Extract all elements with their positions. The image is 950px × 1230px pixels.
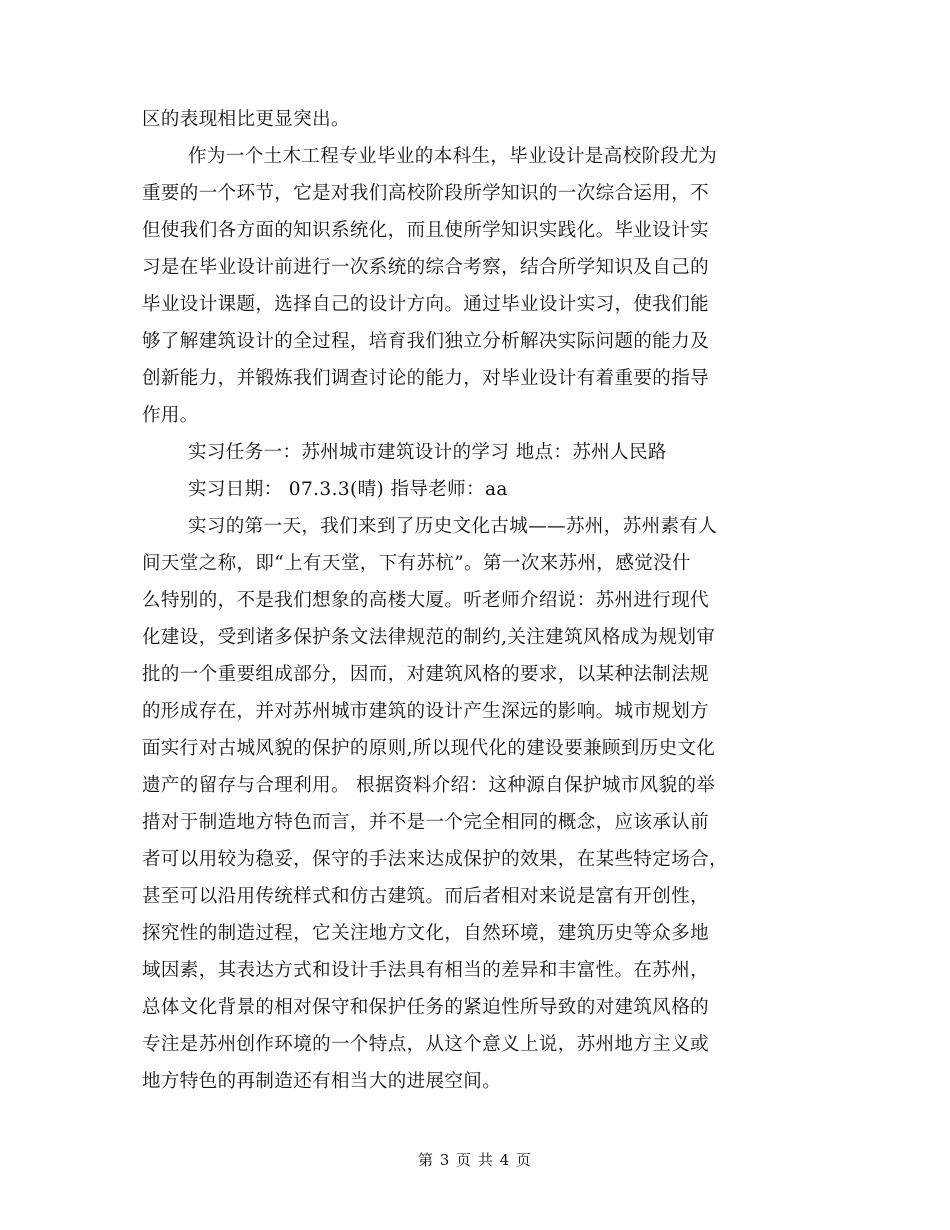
text-line: 专注是苏州创作环境的一个特点，从这个意义上说，苏州地方主义或	[142, 1034, 710, 1055]
text-line: 实习任务一：苏州城市建筑设计的学习 地点：苏州人民路	[188, 442, 667, 463]
text-line: 面实行对古城风貌的保护的原则,所以现代化的建设要兼顾到历史文化	[142, 738, 716, 759]
text-line: 区的表现相比更显突出。	[142, 109, 350, 130]
document-body	[142, 101, 810, 1100]
text-line: 措对于制造地方特色而言，并不是一个完全相同的概念，应该承认前	[142, 812, 710, 833]
text-line: 实习的第一天，我们来到了历史文化古城——苏州，苏州素有人	[188, 516, 718, 537]
text-line: 甚至可以沿用传统样式和仿古建筑。而后者相对来说是富有开创性，	[142, 886, 710, 907]
text-line: 作为一个土木工程专业毕业的本科生，毕业设计是高校阶段尤为	[188, 146, 718, 167]
text-line: 地方特色的再制造还有相当大的进展空间。	[142, 1071, 502, 1092]
page-number-footer: 第 3 页 共 4 页	[418, 1151, 532, 1169]
text-line: 但使我们各方面的知识系统化，而且使所学知识实践化。毕业设计实	[142, 220, 710, 241]
text-line: 实习日期： 07.3.3(晴) 指导老师：aa	[188, 479, 508, 500]
text-line: 习是在毕业设计前进行一次系统的综合考察，结合所学知识及自己的	[142, 257, 710, 278]
text-line: 重要的一个环节，它是对我们高校阶段所学知识的一次综合运用，不	[142, 183, 710, 204]
text-line: 作用。	[142, 405, 199, 426]
text-line: 化建设，受到诸多保护条文法律规范的制约,关注建筑风格成为规划审	[142, 627, 716, 648]
text-line: 探究性的制造过程，它关注地方文化，自然环境，建筑历史等众多地	[142, 923, 710, 944]
text-line: 够了解建筑设计的全过程，培育我们独立分析解决实际问题的能力及	[142, 331, 710, 352]
text-line: 者可以用较为稳妥，保守的手法来达成保护的效果，在某些特定场合，	[142, 849, 728, 870]
text-line: 毕业设计课题，选择自己的设计方向。通过毕业设计实习，使我们能	[142, 294, 710, 315]
text-line: 创新能力，并锻炼我们调查讨论的能力，对毕业设计有着重要的指导	[142, 368, 710, 389]
text-line: 总体文化背景的相对保守和保护任务的紧迫性所导致的对建筑风格的	[142, 997, 710, 1018]
text-line: 遗产的留存与合理利用。 根据资料介绍：这种源自保护城市风貌的举	[142, 775, 716, 796]
text-line: 域因素，其表达方式和设计手法具有相当的差异和丰富性。在苏州，	[142, 960, 710, 981]
text-line: 么特别的，不是我们想象的高楼大厦。听老师介绍说：苏州进行现代	[142, 590, 710, 611]
text-line: 的形成存在，并对苏州城市建筑的设计产生深远的影响。城市规划方	[142, 701, 710, 722]
text-line: 间天堂之称，即“上有天堂，下有苏杭”。第一次来苏州，感觉没什	[142, 553, 691, 574]
text-line: 批的一个重要组成部分，因而，对建筑风格的要求，以某种法制法规	[142, 664, 710, 685]
